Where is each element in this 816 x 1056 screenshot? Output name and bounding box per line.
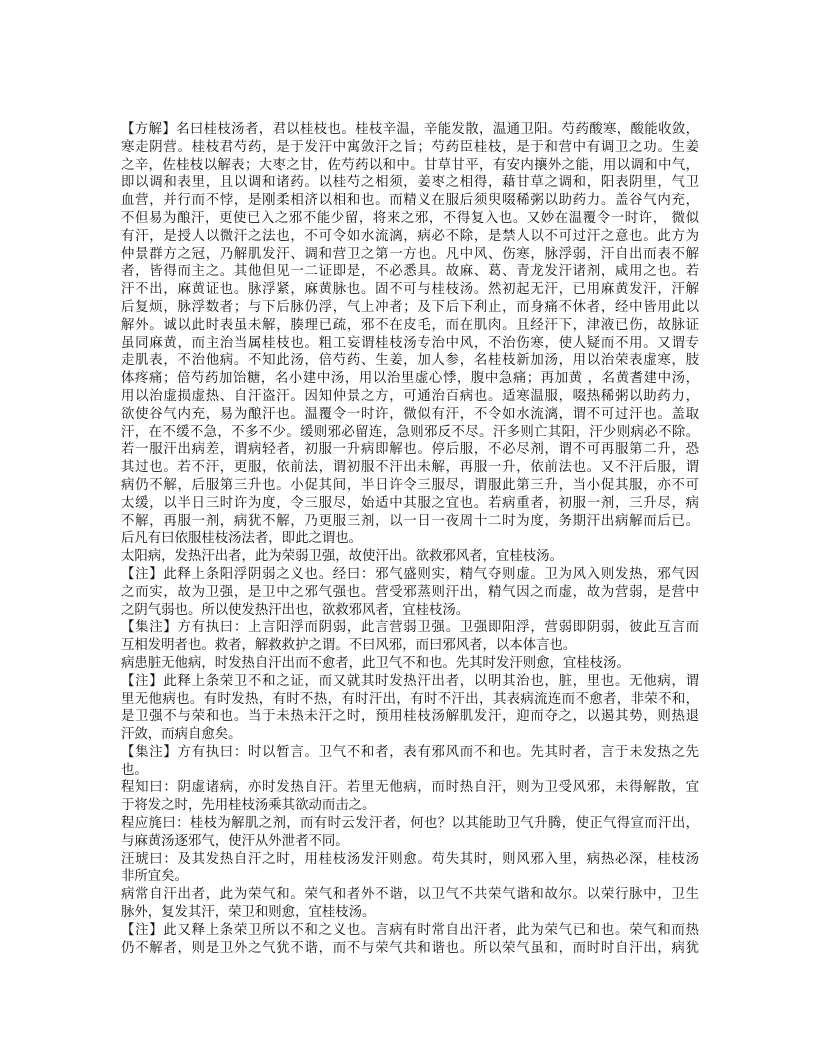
paragraph (121, 548, 699, 566)
text-line: 汗不出，麻黄证也。脉浮紧，麻黄脉也。固不可与桂枝汤。然初起无汗，已用麻黄发汗，汗解 (121, 282, 699, 298)
paragraph (121, 851, 699, 887)
text-line: 【注】此释上条荣卫不和之证，而又就其时发热汗出者，以明其治也，脏，里也。无他病，谓 (121, 673, 699, 689)
paragraph (121, 121, 699, 548)
text-line: 欲使谷气内充，易为酿汗也。温覆令一时许，微似有汗，不令如水流漓，谓不可过汗也。盖取 (121, 406, 699, 422)
text-line: 【方解】名曰桂枝汤者，君以桂枝也。桂枝辛温，辛能发散，温通卫阳。芍药酸寒，酸能收敛， (121, 122, 699, 137)
paragraph (121, 922, 699, 958)
paragraph (121, 744, 699, 780)
text-line: 汗敛，而病自愈矣。 (121, 727, 242, 743)
text-line: 于将发之时，先用桂枝汤乘其欲动而击之。 (121, 798, 376, 814)
text-line: 不但易为酿汗，更使已入之邪不能少留，将来之邪，不得复入也。又妙在温覆令一时许， 微似 (121, 210, 699, 226)
text-line: 其过也。若不汗，更服，依前法，谓初服不汗出未解，再服一升，依前法也。又不汗后服，谓 (121, 460, 699, 476)
text-line: 用以治虚损虚热、自汗盗汗。因知仲景之方，可通治百病也。适寒温服，啜热稀粥以助药力， (121, 388, 699, 404)
paragraph (121, 886, 699, 922)
text-line: 虽同麻黄，而主治当属桂枝也。粗工妄谓桂枝汤专治中风，不治伤寒，使人疑而不用。又谓专 (121, 335, 699, 351)
text-line: 程应旄曰：桂枝为解肌之剂，而有时云发汗者，何也？以其能助卫气升腾，使正气得宣而汗出， (121, 816, 699, 832)
text-line: 后复烦，脉浮数者；与下后脉仍浮，气上冲者；及下后下利止，而身痛不休者，经中皆用此以 (121, 299, 699, 315)
paragraph (121, 673, 699, 744)
text-line: 病患脏无他病，时发热自汗出而不愈者，此卫气不和也。先其时发汗则愈，宜桂枝汤。 (121, 655, 630, 671)
paragraph (121, 779, 699, 815)
text-line: 之阴气弱也。所以使发热汗出也，欲救邪风者，宜桂枝汤。 (121, 602, 470, 618)
paragraph (121, 619, 699, 655)
text-line: 脉外，复发其汗，荣卫和则愈，宜桂枝汤。 (121, 905, 376, 921)
text-line: 里无他病也。有时发热，有时不热，有时汗出，有时不汗出，其表病流连而不愈者，非荣不和， (121, 691, 699, 707)
text-line: 血营，并行而不悖，是刚柔相济以相和也。而精义在服后须臾啜稀粥以助药力。盖谷气内充， (121, 193, 699, 209)
text-line: 仲景群方之冠，乃解肌发汗、调和营卫之第一方也。凡中风、伤寒，脉浮弱，汗自出而表不解 (121, 246, 699, 262)
text-line: 是卫强不与荣和也。当于未热未汗之时，预用桂枝汤解肌发汗，迎而夺之，以遏其势，则热退 (121, 709, 699, 725)
text-line: 之而实，故为卫强，是卫中之邪气强也。营受邪蒸则汗出，精气因之而虚，故为营弱，是营中 (121, 584, 699, 600)
text-line: 病仍不解，后服第三升也。小促其间，半日许令三服尽，谓服此第三升，当小促其服，亦不可 (121, 477, 699, 493)
paragraph (121, 655, 699, 673)
text-line: 寒走阴营。桂枝君芍药，是于发汗中寓敛汗之旨；芍药臣桂枝，是于和营中有调卫之功。生姜 (121, 139, 699, 155)
text-line: 太阳病，发热汗出者，此为荣弱卫强，故使汗出。欲救邪风者，宜桂枝汤。 (121, 549, 563, 565)
text-line: 后凡有曰依服桂枝汤法者，即此之谓也。 (121, 531, 363, 547)
text-line: 非所宜矣。 (121, 869, 188, 885)
text-line: 【集注】方有执曰：时以暂言。卫气不和者，表有邪风而不和也。先其时者，言于未发热之先 (121, 744, 699, 760)
text-line: 互相发明者也。救者，解救救护之谓。不曰风邪，而曰邪风者，以本体言也。 (121, 638, 577, 654)
text-line: 太缓，以半日三时许为度，令三服尽，始适中其服之宜也。若病重者，初服一剂，三升尽，病 (121, 495, 699, 511)
text-line: 走肌表，不治他病。不知此汤，倍芍药、生姜，加人参，名桂枝新加汤，用以治荣表虚寒，肢 (121, 353, 699, 369)
text-line: 【注】此释上条阳浮阴弱之义也。经曰：邪气盛则实，精气夺则虚。卫为风入则发热，邪气因 (121, 566, 699, 582)
text-line: 程知曰：阴虚诸病，亦时发热自汗。若里无他病，而时热自汗，则为卫受风邪，未得解散，宜 (121, 780, 699, 796)
paragraph (121, 566, 699, 619)
text-line: 若一服汗出病差，谓病轻者，初服一升病即解也。停后服，不必尽剂，谓不可再服第二升，恐 (121, 442, 699, 458)
paragraph (121, 815, 699, 851)
document-page (121, 121, 699, 957)
text-line: 之辛，佐桂枝以解表；大枣之甘，佐芍药以和中。甘草甘平，有安内攘外之能，用以调和中气， (121, 157, 699, 173)
text-line: 即以调和表里，且以调和诸药。以桂芍之相须，姜枣之相得，藉甘草之调和，阳表阴里，气卫 (121, 175, 699, 191)
text-line: 有汗，是授人以微汗之法也，不可令如水流漓，病必不除，是禁人以不可过汗之意也。此方为 (121, 228, 699, 244)
text-line: 者，皆得而主之。其他但见一二证即是，不必悉具。故麻、葛、青龙发汗诸剂，咸用之也。若 (121, 264, 699, 280)
text-line: 【注】此又释上条荣卫所以不和之义也。言病有时常自出汗者，此为荣气已和也。荣气和而热 (121, 922, 699, 938)
text-line: 仍不解者，则是卫外之气犹不谐，而不与荣气共和谐也。所以荣气虽和，而时时自汗出，病犹 (121, 940, 699, 956)
text-line: 解外。诚以此时表虽未解，腠理已疏，邪不在皮毛，而在肌肉。且经汗下，津液已伤，故脉证 (121, 317, 699, 333)
text-line: 【集注】方有执曰：上言阳浮而阴弱，此言营弱卫强。卫强即阳浮，营弱即阴弱，彼此互言而 (121, 620, 699, 636)
text-line: 不解，再服一剂，病犹不解，乃更服三剂，以一日一夜周十二时为度，务期汗出病解而后已。 (121, 513, 699, 529)
text-line: 汗，在不缓不急，不多不少。缓则邪必留连，急则邪反不尽。汗多则亡其阳，汗少则病必不除。 (121, 424, 699, 440)
text-line: 病常自汗出者，此为荣气和。荣气和者外不谐，以卫气不共荣气谐和故尔。以荣行脉中，卫生 (121, 887, 699, 903)
text-line: 体疼痛；倍芍药加饴糖，名小建中汤，用以治里虚心悸，腹中急痛；再加黄 ，名黄耆建中汤， (121, 371, 699, 387)
text-line: 与麻黄汤逐邪气，使汗从外泄者不同。 (121, 833, 349, 849)
text-line: 汪琥曰：及其发热自汗之时，用桂枝汤发汗则愈。苟失其时，则风邪入里，病热必深，桂枝汤 (121, 851, 699, 867)
text-line: 也。 (121, 762, 148, 778)
